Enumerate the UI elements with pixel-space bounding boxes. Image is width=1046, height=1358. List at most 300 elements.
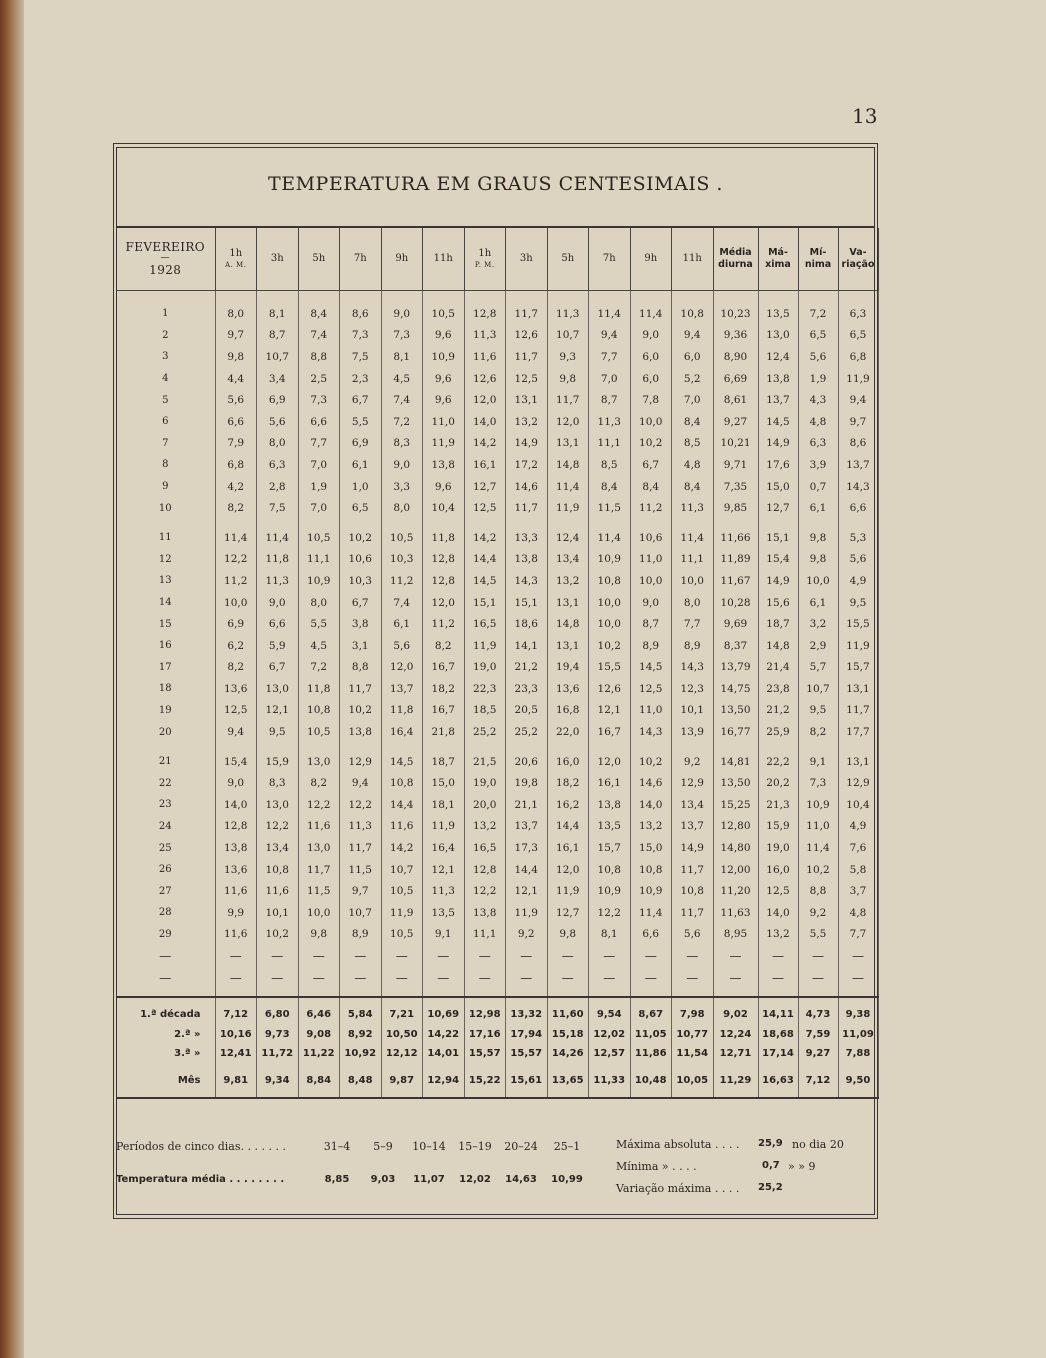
hour-value-cell: 14,5 (630, 657, 672, 679)
hour-value-cell: 16,0 (547, 751, 589, 773)
table-row (116, 613, 878, 635)
variation-cell: 6,8 (838, 346, 878, 368)
hour-value-cell: 7,4 (298, 325, 340, 347)
min-cell: 0,7 (798, 476, 838, 498)
hour-value-cell: 9,6 (423, 389, 465, 411)
hour-value-cell: 11,86 (630, 1044, 672, 1063)
hour-value-cell: 25,2 (464, 721, 506, 743)
hour-value-cell: — (506, 945, 548, 967)
hour-value-cell: 10,8 (672, 880, 714, 902)
table-row (116, 368, 878, 390)
hour-value-cell: 22,0 (547, 721, 589, 743)
hour-value-cell: 14,3 (506, 570, 548, 592)
hour-value-cell: 9,0 (630, 592, 672, 614)
hour-value-cell: 6,0 (630, 346, 672, 368)
absolute-max-day: no dia 20 (792, 1138, 844, 1151)
hour-value-cell: 5,9 (257, 635, 299, 657)
hour-value-cell: 13,8 (464, 902, 506, 924)
max-cell: 15,6 (758, 592, 798, 614)
hour-value-cell: 11,7 (506, 303, 548, 325)
hour-value-cell: 11,0 (630, 549, 672, 571)
hour-value-cell: 11,7 (340, 678, 382, 700)
hour-value-cell: 11,3 (257, 570, 299, 592)
variation-cell: 4,9 (838, 816, 878, 838)
hour-value-cell: 4,2 (215, 476, 257, 498)
daily-mean-cell: 11,67 (713, 570, 758, 592)
hour-value-cell: 6,0 (630, 368, 672, 390)
hour-value-cell: 15,0 (630, 837, 672, 859)
hour-value-cell: 8,0 (672, 592, 714, 614)
daily-mean-cell: — (713, 967, 758, 989)
variation-cell: 12,9 (838, 772, 878, 794)
hour-header: 11h (423, 228, 465, 291)
hour-value-cell: 11,4 (547, 476, 589, 498)
hour-value-cell: 14,0 (215, 794, 257, 816)
hour-value-cell: 10,7 (547, 325, 589, 347)
hour-value-cell: 12,8 (464, 859, 506, 881)
hour-value-cell: 15,61 (506, 1063, 548, 1098)
hour-value-cell: 11,7 (506, 346, 548, 368)
table-row (116, 880, 878, 902)
min-cell: 6,1 (798, 497, 838, 519)
hour-value-cell: 10,6 (340, 549, 382, 571)
hour-value-cell: 6,7 (340, 389, 382, 411)
absolute-max-label: Máxima absoluta . . . . (616, 1138, 740, 1151)
hour-value-cell: 11,72 (257, 1044, 299, 1063)
hour-value-cell: 8,1 (589, 924, 631, 946)
hour-value-cell: 10,9 (589, 880, 631, 902)
hour-value-cell: 8,4 (672, 476, 714, 498)
hour-value-cell: 9,6 (423, 368, 465, 390)
row-label: 1 (116, 303, 215, 325)
month-label: FEVEREIRO (125, 240, 206, 255)
hour-value-cell: 10,0 (630, 570, 672, 592)
hour-value-cell: 9,81 (215, 1063, 257, 1098)
row-label: 16 (116, 635, 215, 657)
max-cell: 15,9 (758, 816, 798, 838)
max-cell: 14,0 (758, 902, 798, 924)
hour-header: 11h (672, 228, 714, 291)
hour-value-cell: 10,77 (672, 1025, 714, 1044)
hour-value-cell: 18,7 (423, 751, 465, 773)
hour-value-cell: — (381, 945, 423, 967)
min-cell: 11,0 (798, 816, 838, 838)
decade-summary-row (116, 997, 878, 1025)
header-dash: — (160, 253, 170, 264)
hour-value-cell: 14,2 (464, 527, 506, 549)
variation-header: Va- riação (838, 228, 878, 291)
hour-value-cell: 14,3 (630, 721, 672, 743)
variation-cell: 15,5 (838, 613, 878, 635)
hour-header: 9h (381, 228, 423, 291)
hour-value-cell: 8,67 (630, 997, 672, 1025)
variation-cell: 13,1 (838, 678, 878, 700)
hour-value-cell: 11,4 (215, 527, 257, 549)
hour-value-cell: — (547, 967, 589, 989)
hour-value-cell: 12,7 (464, 476, 506, 498)
period-range: 5–9 (373, 1140, 393, 1153)
min-cell: 4,3 (798, 389, 838, 411)
table-row (116, 924, 878, 946)
hour-value-cell: 7,12 (215, 997, 257, 1025)
hour-value-cell: 10,5 (381, 527, 423, 549)
table-row (116, 657, 878, 679)
hour-value-cell: 7,7 (589, 346, 631, 368)
hour-value-cell: 8,8 (340, 657, 382, 679)
hour-value-cell: 7,0 (298, 497, 340, 519)
max-cell: 15,1 (758, 527, 798, 549)
hour-value-cell: 8,2 (215, 657, 257, 679)
hour-value-cell: 18,6 (506, 613, 548, 635)
hour-value-cell: 14,1 (506, 635, 548, 657)
hour-value-cell: 11,3 (589, 411, 631, 433)
table-row (116, 721, 878, 743)
hour-value-cell: 11,6 (215, 880, 257, 902)
hour-value-cell: 9,73 (257, 1025, 299, 1044)
hour-value-cell: 16,8 (547, 700, 589, 722)
daily-mean-cell: 9,71 (713, 454, 758, 476)
hour-value-cell: 13,4 (672, 794, 714, 816)
daily-mean-cell: 8,37 (713, 635, 758, 657)
hour-value-cell: 14,01 (423, 1044, 465, 1063)
hour-value-cell: 15,5 (589, 657, 631, 679)
hour-value-cell: — (589, 945, 631, 967)
hour-value-cell: 6,6 (215, 411, 257, 433)
variation-cell: 10,4 (838, 794, 878, 816)
hour-value-cell: 11,7 (547, 389, 589, 411)
page-number: 13 (852, 104, 878, 128)
daily-mean-cell: 6,69 (713, 368, 758, 390)
max-cell: 15,0 (758, 476, 798, 498)
hour-value-cell: 11,6 (381, 816, 423, 838)
row-label: 29 (116, 924, 215, 946)
min-cell: 9,5 (798, 700, 838, 722)
table-row (116, 678, 878, 700)
hour-value-cell: 5,6 (672, 924, 714, 946)
hour-value-cell: 12,98 (464, 997, 506, 1025)
hour-value-cell: 10,48 (630, 1063, 672, 1098)
decade-spacer (116, 988, 878, 997)
min-cell: 7,3 (798, 772, 838, 794)
hour-value-cell: — (257, 967, 299, 989)
hour-value-cell: 14,9 (506, 433, 548, 455)
hour-value-cell: 11,1 (464, 924, 506, 946)
hour-value-cell: 14,22 (423, 1025, 465, 1044)
hour-header: 1h P. M. (464, 228, 506, 291)
row-label: 2 (116, 325, 215, 347)
hour-value-cell: 13,2 (630, 816, 672, 838)
hour-value-cell: 9,7 (215, 325, 257, 347)
hour-value-cell: 15,1 (506, 592, 548, 614)
hour-value-cell: 13,4 (547, 549, 589, 571)
hour-value-cell: 11,8 (257, 549, 299, 571)
min-cell: 5,6 (798, 346, 838, 368)
variation-cell: 9,4 (838, 389, 878, 411)
max-variation-value: 25,2 (758, 1182, 783, 1193)
daily-mean-cell: 12,24 (713, 1025, 758, 1044)
daily-mean-cell: 11,89 (713, 549, 758, 571)
hour-value-cell: — (630, 945, 672, 967)
hour-value-cell: 20,5 (506, 700, 548, 722)
hour-value-cell: 9,6 (423, 325, 465, 347)
table-row (116, 794, 878, 816)
hour-value-cell: 10,0 (589, 613, 631, 635)
hour-value-cell: 14,4 (464, 549, 506, 571)
hour-value-cell: 13,1 (547, 592, 589, 614)
hour-value-cell: 15,57 (506, 1044, 548, 1063)
hour-value-cell: 10,5 (298, 527, 340, 549)
hour-value-cell: 10,9 (423, 346, 465, 368)
period-range: 20–24 (504, 1140, 538, 1153)
variation-cell: 7,6 (838, 837, 878, 859)
row-label: 19 (116, 700, 215, 722)
hour-value-cell: 13,6 (215, 678, 257, 700)
hour-value-cell: 6,1 (340, 454, 382, 476)
hour-value-cell: 12,2 (589, 902, 631, 924)
hour-value-cell: 11,54 (672, 1044, 714, 1063)
variation-cell: 5,3 (838, 527, 878, 549)
max-cell: 17,14 (758, 1044, 798, 1063)
daily-mean-cell: 9,85 (713, 497, 758, 519)
daily-mean-cell: 12,71 (713, 1044, 758, 1063)
min-cell: 4,73 (798, 997, 838, 1025)
daily-mean-cell: 8,90 (713, 346, 758, 368)
hour-header: 5h (298, 228, 340, 291)
hour-value-cell: 13,9 (672, 721, 714, 743)
row-label: 21 (116, 751, 215, 773)
hour-value-cell: 12,2 (257, 816, 299, 838)
hour-value-cell: — (298, 945, 340, 967)
hour-value-cell: 8,3 (381, 433, 423, 455)
hour-value-cell: 8,5 (672, 433, 714, 455)
hour-value-cell: — (381, 967, 423, 989)
hour-value-cell: 3,1 (340, 635, 382, 657)
daily-mean-cell: 10,23 (713, 303, 758, 325)
hour-value-cell: — (589, 967, 631, 989)
period-range: 15–19 (458, 1140, 492, 1153)
max-cell: 12,7 (758, 497, 798, 519)
hour-value-cell: 15,18 (547, 1025, 589, 1044)
hour-value-cell: — (423, 945, 465, 967)
hour-value-cell: 8,9 (340, 924, 382, 946)
variation-cell: 9,50 (838, 1063, 878, 1098)
max-cell: 12,4 (758, 346, 798, 368)
variation-cell: — (838, 967, 878, 989)
hour-value-cell: 14,9 (672, 837, 714, 859)
min-cell: 4,8 (798, 411, 838, 433)
hour-value-cell: 13,1 (506, 389, 548, 411)
hour-value-cell: 16,5 (464, 613, 506, 635)
hour-value-cell: 12,4 (547, 527, 589, 549)
hour-value-cell: 12,02 (589, 1025, 631, 1044)
hour-value-cell: 10,0 (672, 570, 714, 592)
max-cell: 23,8 (758, 678, 798, 700)
hour-value-cell: 19,4 (547, 657, 589, 679)
hour-value-cell: 12,7 (547, 902, 589, 924)
daily-mean-cell: 12,00 (713, 859, 758, 881)
hour-value-cell: 13,0 (298, 837, 340, 859)
period-range: 31–4 (323, 1140, 351, 1153)
daily-mean-cell: 13,50 (713, 700, 758, 722)
hour-value-cell: — (423, 967, 465, 989)
table-body (116, 291, 878, 1099)
hour-value-cell: 4,8 (672, 454, 714, 476)
variation-cell: 11,9 (838, 635, 878, 657)
hour-value-cell: 9,0 (630, 325, 672, 347)
hour-value-cell: 11,7 (672, 859, 714, 881)
hour-value-cell: 10,1 (257, 902, 299, 924)
hour-value-cell: 9,5 (257, 721, 299, 743)
hour-value-cell: 13,8 (340, 721, 382, 743)
hour-value-cell: 7,0 (589, 368, 631, 390)
period-mean: 9,03 (370, 1174, 396, 1185)
hour-value-cell: 16,1 (464, 454, 506, 476)
row-label: 6 (116, 411, 215, 433)
hour-value-cell: — (464, 945, 506, 967)
absolute-min-value: 0,7 (762, 1160, 780, 1171)
hour-value-cell: 6,5 (340, 497, 382, 519)
row-label: 27 (116, 880, 215, 902)
max-cell: 22,2 (758, 751, 798, 773)
daily-mean-cell: 16,77 (713, 721, 758, 743)
hour-value-cell: 8,4 (589, 476, 631, 498)
max-cell: 18,7 (758, 613, 798, 635)
hour-value-cell: — (672, 967, 714, 989)
hour-value-cell: 17,3 (506, 837, 548, 859)
hour-value-cell: 21,5 (464, 751, 506, 773)
hour-value-cell: 8,48 (340, 1063, 382, 1098)
hour-header: 1h A. M. (215, 228, 257, 291)
hour-value-cell: 19,0 (464, 657, 506, 679)
hour-value-cell: 7,21 (381, 997, 423, 1025)
hour-value-cell: — (215, 967, 257, 989)
hour-value-cell: 2,8 (257, 476, 299, 498)
table-row (116, 772, 878, 794)
min-cell: 1,9 (798, 368, 838, 390)
max-cell: 21,2 (758, 700, 798, 722)
hour-value-cell: 15,4 (215, 751, 257, 773)
max-header: Má- xima (758, 228, 798, 291)
table-row (116, 476, 878, 498)
hour-value-cell: 7,0 (298, 454, 340, 476)
table-row (116, 570, 878, 592)
hour-value-cell: 11,3 (672, 497, 714, 519)
hour-value-cell: 14,3 (672, 657, 714, 679)
hour-value-cell: 8,7 (589, 389, 631, 411)
hour-value-cell: 11,22 (298, 1044, 340, 1063)
hour-value-cell: 9,8 (547, 368, 589, 390)
row-label: 15 (116, 613, 215, 635)
hour-value-cell: 11,2 (630, 497, 672, 519)
daily-mean-cell: 9,27 (713, 411, 758, 433)
variation-cell: — (838, 945, 878, 967)
period-mean: 12,02 (459, 1174, 491, 1185)
table-row (116, 700, 878, 722)
hour-value-cell: 15,22 (464, 1063, 506, 1098)
max-cell: 25,9 (758, 721, 798, 743)
hour-value-cell: 10,8 (257, 859, 299, 881)
hour-value-cell: 19,8 (506, 772, 548, 794)
hour-value-cell: 10,5 (381, 880, 423, 902)
hour-header: 3h (506, 228, 548, 291)
hour-value-cell: 1,9 (298, 476, 340, 498)
hour-value-cell: 10,8 (630, 859, 672, 881)
hour-value-cell: 7,3 (298, 389, 340, 411)
hour-value-cell: 12,41 (215, 1044, 257, 1063)
row-label: 23 (116, 794, 215, 816)
hour-value-cell: 11,5 (340, 859, 382, 881)
hour-value-cell: 21,2 (506, 657, 548, 679)
hour-value-cell: 8,4 (298, 303, 340, 325)
hour-value-cell: 5,6 (381, 635, 423, 657)
row-label: — (116, 967, 215, 989)
hour-value-cell: 14,2 (381, 837, 423, 859)
hour-value-cell: 16,7 (423, 700, 465, 722)
hour-value-cell: 13,2 (547, 570, 589, 592)
hour-value-cell: 10,3 (381, 549, 423, 571)
hour-value-cell: 9,7 (340, 880, 382, 902)
hour-value-cell: 11,6 (464, 346, 506, 368)
variation-cell: 9,7 (838, 411, 878, 433)
absolute-min-day: » » 9 (788, 1160, 816, 1173)
hour-value-cell: 8,7 (257, 325, 299, 347)
table-row (116, 837, 878, 859)
hour-value-cell: 13,65 (547, 1063, 589, 1098)
max-cell: 14,9 (758, 433, 798, 455)
hour-value-cell: 13,3 (506, 527, 548, 549)
max-cell: 16,0 (758, 859, 798, 881)
hour-value-cell: 11,4 (589, 303, 631, 325)
row-label: — (116, 945, 215, 967)
min-cell: 9,1 (798, 751, 838, 773)
hour-value-cell: 17,16 (464, 1025, 506, 1044)
hour-value-cell: 7,0 (672, 389, 714, 411)
hour-value-cell: 11,2 (381, 570, 423, 592)
periods-label: Períodos de cinco dias. . . . . . . (116, 1140, 286, 1153)
hour-value-cell: 14,6 (630, 772, 672, 794)
min-header: Mí- nima (798, 228, 838, 291)
max-cell: 19,0 (758, 837, 798, 859)
hour-value-cell: 10,5 (423, 303, 465, 325)
hour-value-cell: 7,4 (381, 389, 423, 411)
table-row (116, 816, 878, 838)
hour-value-cell: 6,1 (381, 613, 423, 635)
hour-value-cell: 11,5 (589, 497, 631, 519)
hour-value-cell: 12,2 (464, 880, 506, 902)
hour-value-cell: 13,6 (547, 678, 589, 700)
max-cell: 18,68 (758, 1025, 798, 1044)
hour-value-cell: 13,6 (215, 859, 257, 881)
hour-value-cell: 12,0 (464, 389, 506, 411)
hour-value-cell: 13,0 (257, 794, 299, 816)
hour-value-cell: 4,5 (298, 635, 340, 657)
period-mean: 8,85 (324, 1174, 350, 1185)
hour-value-cell: 8,0 (215, 303, 257, 325)
daily-mean-cell: 9,69 (713, 613, 758, 635)
hour-value-cell: 13,2 (506, 411, 548, 433)
hour-value-cell: 12,3 (672, 678, 714, 700)
hour-value-cell: 13,0 (298, 751, 340, 773)
hour-value-cell: 13,4 (257, 837, 299, 859)
hour-value-cell: 12,5 (464, 497, 506, 519)
table-row (116, 967, 878, 989)
hour-value-cell: 6,3 (257, 454, 299, 476)
table-row (116, 325, 878, 347)
hour-value-cell: 6,9 (215, 613, 257, 635)
hour-value-cell: 11,1 (589, 433, 631, 455)
daily-mean-cell: 10,28 (713, 592, 758, 614)
hour-value-cell: 14,6 (506, 476, 548, 498)
